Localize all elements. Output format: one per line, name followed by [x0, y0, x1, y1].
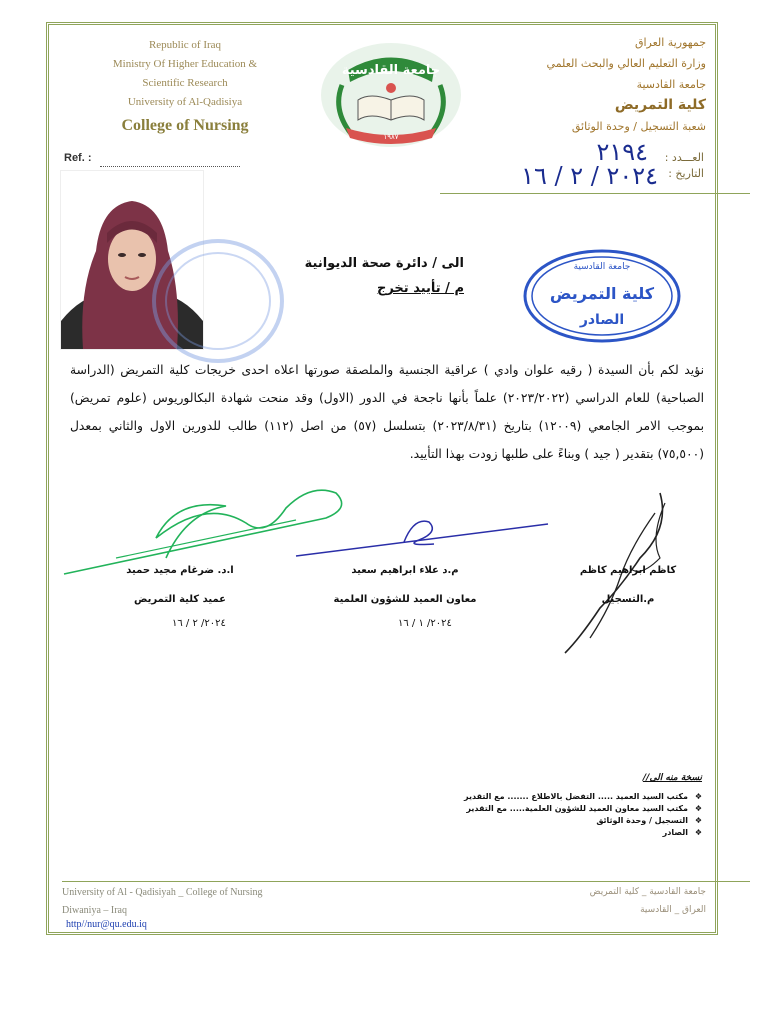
logo-text: جامعة القادسية: [341, 63, 441, 78]
letterhead-line-2: Ministry Of Higher Education &: [112, 58, 258, 70]
assistant-dean-date: ٢٠٢٤/ ١ / ١٦: [398, 618, 452, 629]
ref-label: Ref. :: [64, 152, 92, 164]
stamp-line-2: كلية التمريض: [549, 284, 655, 303]
signature-assistant-dean: [294, 512, 554, 562]
copies-list: [402, 791, 702, 839]
letterhead-line-4: University of Al-Qadisiya: [127, 96, 243, 108]
dean-name: ا.د. ضرغام مجيد حميد: [126, 565, 234, 576]
registrar-title: م.التسجيل: [601, 594, 655, 605]
letter-recipient: الى / دائرة صحة الديوانية: [304, 256, 464, 271]
english-letterhead: [70, 36, 300, 135]
footer-address-line-2: Diwaniya – Iraq: [62, 905, 127, 916]
letter-body: نؤيد لكم بأن السيدة ( رقيه علوان وادي ) عراقية الجنسية والملصقة صورتها اعلاه احدى خريجات كلية التمريض (الدراسة الصباحية) للعام الدراسي (٢٠٢٣/٢٠٢٢) علماً بأنها ناجحة في الدور (الاول) وقد منحت شهادة البكالوريوس (علوم تمريض) بموجب الامر الجامعي (١٢٠٠٩) بتاريخ (٢٠٢٣/٨/٣١) بتسلسل (٥٧) من اصل (١١٢) طالب للدورين الاول والثاني بمعدل (٧٥,٥٠٠) بتقدير ( جيد ) وبناءً على طلبها زودت بهذا التأييد.: [70, 363, 705, 461]
stamp-line-1: جامعة القادسية: [573, 262, 631, 272]
footer-email-link[interactable]: http//nur@qu.edu.iq: [66, 919, 147, 930]
letterhead-line-1: Republic of Iraq: [148, 39, 222, 51]
footer-arabic-line-1: جامعة القادسية _ كلية التمريض: [589, 887, 706, 897]
letterhead-ar-line-3: جامعة القادسية: [636, 78, 706, 91]
letterhead-ar-line-2: وزارة التعليم العالي والبحث العلمي: [546, 57, 706, 70]
assistant-dean-title: معاون العميد للشؤون العلمية: [333, 594, 477, 605]
number-label: العـــدد :: [664, 151, 704, 164]
footer-divider: [62, 881, 750, 882]
copies-title: نسخة منه الى//: [642, 773, 702, 783]
college-name-arabic: كلية التمريض: [614, 97, 706, 113]
university-logo: [318, 40, 464, 150]
letterhead-ar-line-1: جمهورية العراق: [634, 36, 706, 49]
letter-subject: م / تأييد تخرج: [376, 281, 464, 296]
arabic-letterhead: [466, 32, 706, 137]
stamp-line-3: الصادر: [579, 312, 625, 328]
footer-arabic-line-2: العراق _ القادسية: [640, 905, 706, 915]
official-stamp: [522, 248, 682, 344]
dean-title: عميد كلية التمريض: [134, 594, 226, 605]
assistant-dean-name: م.د علاء ابراهيم سعيد: [351, 565, 459, 576]
logo-year: ١٩٨٧: [383, 133, 399, 141]
dean-date: ٢٠٢٤/ ٢ / ١٦: [172, 618, 226, 629]
department-name: شعبة التسجيل / وحدة الوثائق: [571, 120, 706, 133]
date-value: ٢٠٢٤ / ٢ / ١٦: [521, 162, 658, 190]
ref-line: [100, 166, 240, 167]
copies-item: ❖ مكتب السيد معاون العميد للشؤون العلمية..... مع التقدير: [402, 803, 702, 815]
copies-item: ❖ التسجيل / وحدة الوثائق: [402, 815, 702, 827]
footer-address-line-1: University of Al - Qadisiyah _ College of Nursing: [62, 887, 263, 898]
college-name-english: College of Nursing: [121, 117, 249, 134]
letterhead-line-3: Scientific Research: [142, 77, 228, 89]
copies-item: ❖ الصادر: [402, 827, 702, 839]
date-label: التاريخ :: [668, 167, 704, 180]
copies-item: ❖ مكتب السيد العميد ..... التفضل بالاطلاع ....... مع التقدير: [402, 791, 702, 803]
number-value: ٢١٩٤: [596, 138, 648, 166]
header-divider: [440, 193, 750, 194]
registrar-name: كاظم ابراهيم كاظم: [579, 565, 677, 576]
